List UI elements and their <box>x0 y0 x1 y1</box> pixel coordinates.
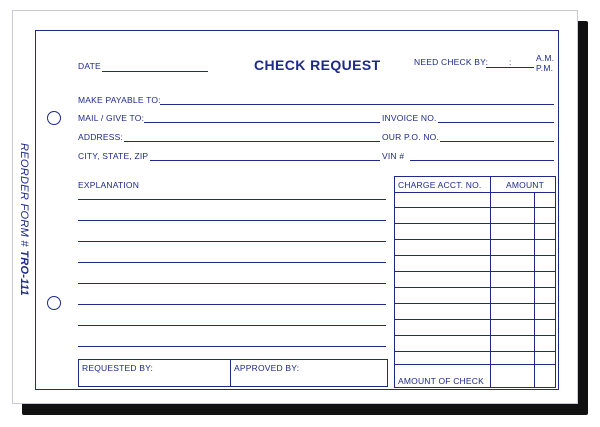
explanation-line-4[interactable] <box>78 262 386 263</box>
amount-of-check-label: AMOUNT OF CHECK <box>398 376 484 386</box>
charge-row-line[interactable] <box>394 207 556 208</box>
explanation-line-3[interactable] <box>78 241 386 242</box>
requested-label: REQUESTED BY: <box>82 363 154 373</box>
reorder-prefix: REORDER FORM # <box>18 143 30 247</box>
invoice-field[interactable] <box>438 122 554 123</box>
explanation-line-6[interactable] <box>78 304 386 305</box>
need-check-field[interactable] <box>486 67 534 68</box>
invoice-label: INVOICE NO. <box>382 113 437 123</box>
po-field[interactable] <box>440 141 554 142</box>
charge-row-line[interactable] <box>394 351 556 352</box>
charge-row-line[interactable] <box>394 271 556 272</box>
payable-label: MAKE PAYABLE TO: <box>78 95 161 105</box>
city-field[interactable] <box>150 160 380 161</box>
explanation-line-8[interactable] <box>78 346 386 347</box>
requested-by-field[interactable] <box>79 373 229 386</box>
need-check-label: NEED CHECK BY: <box>414 57 489 67</box>
mail-label: MAIL / GIVE TO: <box>78 113 145 123</box>
cents-col-divider <box>534 192 535 388</box>
am-label: A.M. <box>536 53 555 63</box>
charge-row-line[interactable] <box>394 335 556 336</box>
charge-row-line[interactable] <box>394 239 556 240</box>
charge-row-line[interactable] <box>394 223 556 224</box>
city-label: CITY, STATE, ZIP <box>78 151 149 161</box>
mail-field[interactable] <box>144 122 380 123</box>
approved-by-field[interactable] <box>231 373 387 386</box>
pm-label: P.M. <box>536 63 554 73</box>
date-field[interactable] <box>102 71 208 72</box>
total-row-line <box>394 364 556 365</box>
vin-field[interactable] <box>410 160 554 161</box>
page-title: CHECK REQUEST <box>254 57 381 73</box>
explanation-line-2[interactable] <box>78 220 386 221</box>
amount-of-check-field[interactable] <box>491 366 555 387</box>
explanation-label: EXPLANATION <box>78 180 140 190</box>
reorder-code: TRO-111 <box>18 250 30 296</box>
explanation-line-7[interactable] <box>78 325 386 326</box>
po-label: OUR P.O. NO. <box>382 132 440 142</box>
form-frame <box>35 30 559 390</box>
reorder-label <box>18 143 30 319</box>
check-request-form <box>12 10 578 404</box>
amount-header: AMOUNT <box>506 180 545 190</box>
address-label: ADDRESS: <box>78 132 124 142</box>
charge-header-line <box>394 192 556 193</box>
approved-label: APPROVED BY: <box>234 363 300 373</box>
charge-row-line[interactable] <box>394 287 556 288</box>
charge-acct-header: CHARGE ACCT. NO. <box>398 180 482 190</box>
address-field[interactable] <box>124 141 380 142</box>
charge-row-line[interactable] <box>394 319 556 320</box>
explanation-line-1[interactable] <box>78 199 386 200</box>
vin-label: VIN # <box>382 151 405 161</box>
charge-row-line[interactable] <box>394 303 556 304</box>
time-separator: : <box>509 57 512 67</box>
date-label: DATE <box>78 61 101 71</box>
charge-row-line[interactable] <box>394 255 556 256</box>
explanation-line-5[interactable] <box>78 283 386 284</box>
payable-field[interactable] <box>160 104 554 105</box>
